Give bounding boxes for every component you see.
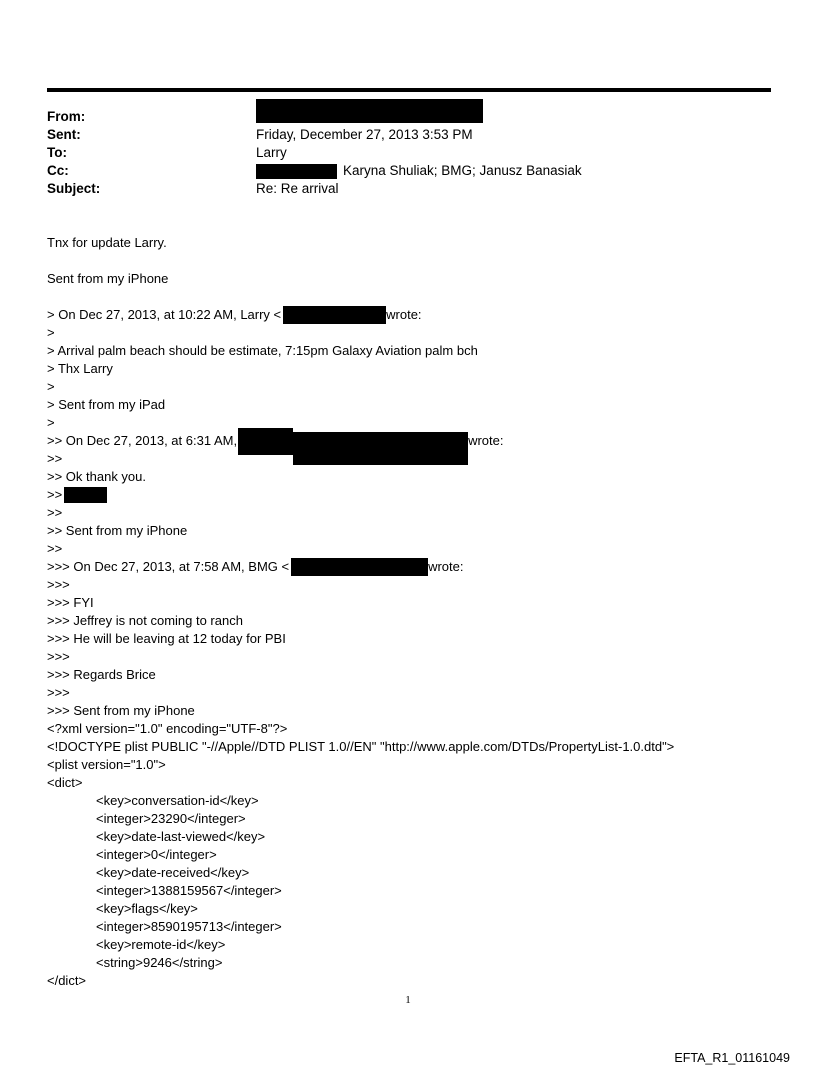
from-label: From: — [47, 109, 86, 124]
quoted-line: > Arrival palm beach should be estimate, 7:15pm Galaxy Aviation palm bch — [47, 343, 478, 358]
quoted-line: > Thx Larry — [47, 361, 113, 376]
plist-line: <string>9246</string> — [96, 955, 223, 970]
email-redaction — [283, 306, 386, 324]
email-redaction — [293, 432, 468, 465]
quoted-line: >>> Sent from my iPhone — [47, 703, 195, 718]
plist-line: <plist version="1.0"> — [47, 757, 166, 772]
quoted-line: >> Sent from my iPhone — [47, 523, 188, 538]
quote-header-suffix: wrote: — [468, 433, 504, 448]
cc-redaction — [256, 164, 337, 179]
quote-header-suffix: wrote: — [428, 559, 464, 574]
quoted-line: >>> Regards Brice — [47, 667, 156, 682]
document-id: EFTA_R1_01161049 — [674, 1051, 790, 1065]
sent-value: Friday, December 27, 2013 3:53 PM — [256, 127, 473, 142]
plist-line: <?xml version="1.0" encoding="UTF-8"?> — [47, 721, 288, 736]
plist-line: <integer>23290</integer> — [96, 811, 246, 826]
quoted-line — [47, 486, 674, 504]
plist-line: <integer>0</integer> — [96, 847, 217, 862]
cc-recipients: Karyna Shuliak; BMG; Janusz Banasiak — [343, 163, 582, 178]
quoted-line: >>> He will be leaving at 12 today for PBI — [47, 631, 286, 646]
subject-row — [47, 180, 582, 198]
quoted-line — [47, 558, 674, 576]
quote-header-text: > On Dec 27, 2013, at 10:22 AM, Larry < — [47, 307, 282, 322]
from-row — [47, 108, 582, 126]
plist-line: <key>date-received</key> — [96, 865, 250, 880]
sent-row — [47, 126, 582, 144]
plist-line: </dict> — [47, 973, 87, 988]
body-line: Tnx for update Larry. — [47, 235, 167, 250]
quoted-line: >>> Jeffrey is not coming to ranch — [47, 613, 243, 628]
sent-label: Sent: — [47, 127, 81, 142]
plist-line: <key>conversation-id</key> — [96, 793, 259, 808]
quoted-line: > Sent from my iPad — [47, 397, 166, 412]
cc-label: Cc: — [47, 163, 69, 178]
header-divider — [47, 88, 771, 92]
quoted-line: >> — [47, 541, 63, 556]
plist-line: <integer>1388159567</integer> — [96, 883, 282, 898]
to-row — [47, 144, 582, 162]
to-value: Larry — [256, 145, 287, 160]
quote-header-suffix: wrote: — [386, 307, 422, 322]
email-header — [47, 108, 582, 198]
quoted-line — [47, 306, 674, 324]
from-redaction — [256, 99, 483, 123]
quoted-line: >>> — [47, 577, 70, 592]
quoted-line: >>> — [47, 685, 70, 700]
subject-label: Subject: — [47, 181, 101, 196]
from-value — [256, 111, 483, 123]
plist-line: <integer>8590195713</integer> — [96, 919, 282, 934]
quoted-line: >> — [47, 505, 63, 520]
body-line: Sent from my iPhone — [47, 271, 169, 286]
plist-line: <!DOCTYPE plist PUBLIC "-//Apple//DTD PLIST 1.0//EN" "http://www.apple.com/DTDs/PropertyList-1.0.dtd"> — [47, 739, 675, 754]
quoted-line: >> — [47, 451, 63, 466]
quoted-line: >>> FYI — [47, 595, 94, 610]
plist-line: <key>remote-id</key> — [96, 937, 226, 952]
plist-line: <dict> — [47, 775, 83, 790]
page-number: 1 — [405, 994, 411, 1006]
sender-redaction — [238, 428, 293, 455]
plist-line: <key>flags</key> — [96, 901, 198, 916]
quoted-line: >>> — [47, 649, 70, 664]
email-redaction — [291, 558, 428, 576]
plist-line: <key>date-last-viewed</key> — [96, 829, 266, 844]
quote-marker: >> — [47, 487, 63, 502]
subject-value: Re: Re arrival — [256, 181, 339, 196]
quoted-line: > — [47, 415, 55, 430]
quoted-line: > — [47, 379, 55, 394]
quoted-line: > — [47, 325, 55, 340]
quoted-line: >> Ok thank you. — [47, 469, 147, 484]
email-body — [47, 234, 674, 990]
quoted-line — [47, 432, 674, 450]
cc-value — [256, 162, 582, 180]
quote-header-text: >> On Dec 27, 2013, at 6:31 AM, — [47, 433, 238, 448]
to-label: To: — [47, 145, 67, 160]
quote-header-text: >>> On Dec 27, 2013, at 7:58 AM, BMG < — [47, 559, 290, 574]
signature-redaction — [64, 487, 107, 503]
cc-row — [47, 162, 582, 180]
